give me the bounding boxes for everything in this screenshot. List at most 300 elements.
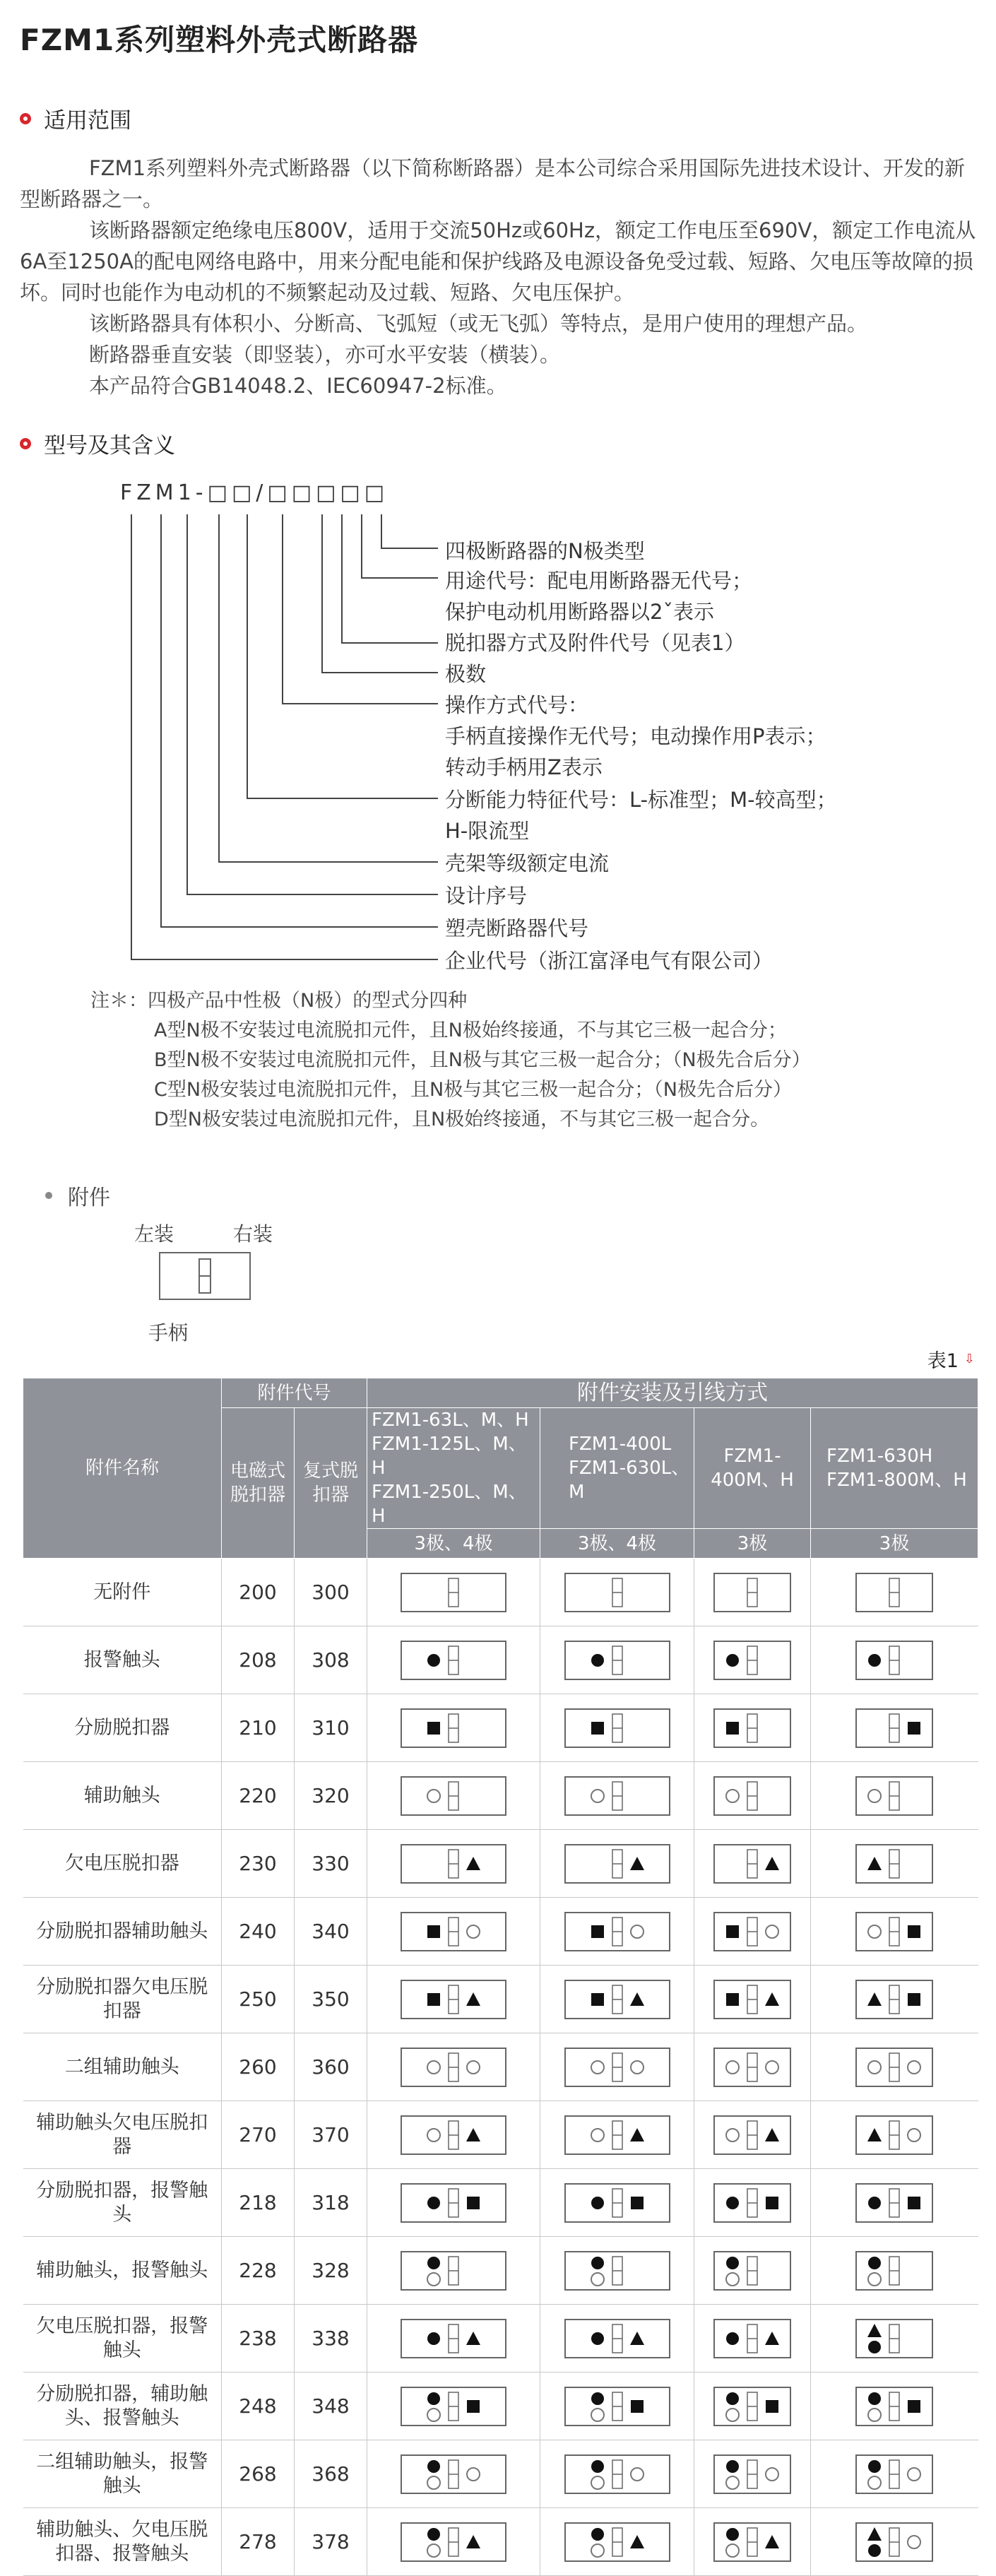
breaker-symbol xyxy=(401,2454,506,2494)
install-diagram-cell xyxy=(811,1898,978,1966)
install-diagram-cell xyxy=(367,1966,540,2033)
breaker-symbol xyxy=(564,2319,670,2358)
accessory-name: 无附件 xyxy=(23,1559,222,1626)
model-label: 脱扣器方式及附件代号（见表1） xyxy=(445,631,745,655)
table-row xyxy=(23,1898,978,1966)
install-diagram-cell xyxy=(367,2237,540,2305)
table-number xyxy=(927,1345,975,1373)
install-diagram-cell xyxy=(811,2305,978,2373)
code-comp: 370 xyxy=(295,2101,367,2169)
breaker-symbol xyxy=(855,1844,933,1884)
section-scope-heading xyxy=(20,102,131,134)
alarm-contact-icon xyxy=(427,2392,440,2405)
install-diagram-cell xyxy=(694,2373,811,2440)
code-comp: 348 xyxy=(295,2373,367,2440)
model-label: 保护电动机用断路器以2ˇ表示 xyxy=(445,600,714,624)
table-row xyxy=(23,2373,978,2440)
aux-contact-icon xyxy=(631,2061,644,2074)
install-diagram-cell xyxy=(811,2033,978,2101)
shunt-release-icon xyxy=(726,1993,739,2006)
accessory-left-label: 左装 xyxy=(134,1222,174,1246)
scope-line: FZM1系列塑料外壳式断路器（以下简称断路器）是本公司综合采用国际先进技术设计、开发的新型断路器之一。 xyxy=(20,156,966,211)
breaker-symbol xyxy=(564,1641,670,1680)
table-row xyxy=(23,1762,978,1830)
install-diagram-cell xyxy=(694,1898,811,1966)
code-comp: 318 xyxy=(295,2169,367,2237)
breaker-symbol xyxy=(855,2251,933,2291)
accessory-name: 辅助触头、欠电压脱扣器、报警触头 xyxy=(23,2508,222,2576)
section-model-heading xyxy=(20,427,175,459)
install-diagram-cell xyxy=(694,2305,811,2373)
install-diagram-cell xyxy=(694,1626,811,1694)
table-row xyxy=(23,2305,978,2373)
breaker-symbol xyxy=(401,1776,506,1816)
breaker-symbol xyxy=(564,2454,670,2494)
accessory-right-label: 右装 xyxy=(233,1222,273,1246)
accessory-name: 分励脱扣器 xyxy=(23,1694,222,1762)
install-diagram-cell xyxy=(694,2169,811,2237)
breaker-symbol xyxy=(855,1980,933,2019)
install-diagram-cell xyxy=(811,1694,978,1762)
install-diagram-cell xyxy=(694,1830,811,1898)
install-diagram-cell xyxy=(540,1626,694,1694)
code-em: 210 xyxy=(222,1694,295,1762)
install-diagram-cell xyxy=(811,1830,978,1898)
header-poles: 3极、4极 xyxy=(540,1529,694,1559)
breaker-symbol xyxy=(855,1776,933,1816)
breaker-symbol xyxy=(855,2319,933,2358)
breaker-symbol xyxy=(713,2251,791,2291)
section-scope-title: 适用范围 xyxy=(44,108,131,134)
accessory-name: 辅助触头欠电压脱扣器 xyxy=(23,2101,222,2169)
table-row xyxy=(23,1694,978,1762)
aux-contact-icon xyxy=(726,2476,739,2489)
header-model-4 xyxy=(811,1408,978,1529)
aux-contact-icon xyxy=(766,2061,778,2074)
aux-contact-icon xyxy=(868,2476,881,2489)
breaker-symbol xyxy=(564,2183,670,2223)
header-model-line: FZM1-630H xyxy=(826,1446,933,1467)
accessory-name: 二组辅助触头 xyxy=(23,2033,222,2101)
install-diagram-cell xyxy=(367,2033,540,2101)
table-row xyxy=(23,2440,978,2508)
breaker-symbol xyxy=(713,2454,791,2494)
scope-text xyxy=(20,153,980,401)
aux-contact-icon xyxy=(467,2061,480,2074)
aux-contact-icon xyxy=(908,2468,920,2481)
header-model-line: FZM1-400L xyxy=(569,1434,672,1455)
install-diagram-cell xyxy=(367,2373,540,2440)
breaker-symbol xyxy=(855,2115,933,2155)
shunt-release-icon xyxy=(591,1925,604,1938)
alarm-contact-icon xyxy=(591,2460,604,2473)
breaker-symbol xyxy=(713,2183,791,2223)
breaker-symbol xyxy=(401,1980,506,2019)
install-diagram-cell xyxy=(367,2508,540,2576)
aux-contact-icon xyxy=(868,1790,881,1802)
accessory-name: 二组辅助触头，报警触头 xyxy=(23,2440,222,2508)
accessory-handle-label: 手柄 xyxy=(148,1321,189,1345)
table-row xyxy=(23,1966,978,2033)
accessory-heading xyxy=(45,1180,110,1211)
aux-contact-icon xyxy=(631,1925,644,1938)
note-line: A型N极不安装过电流脱扣元件，且N极始终接通，不与其它三极一起合分； xyxy=(154,1020,787,1041)
breaker-symbol xyxy=(401,2522,506,2562)
breaker-symbol xyxy=(564,2115,670,2155)
breaker-symbol xyxy=(401,2115,506,2155)
code-comp: 340 xyxy=(295,1898,367,1966)
install-diagram-cell xyxy=(540,2305,694,2373)
shunt-release-icon xyxy=(591,1993,604,2006)
note-line: C型N极安装过电流脱扣元件，且N极与其它三极一起合分；（N极先合后分） xyxy=(154,1079,792,1101)
accessory-name: 欠电压脱扣器，报警触头 xyxy=(23,2305,222,2373)
shunt-release-icon xyxy=(766,2197,778,2209)
aux-contact-icon xyxy=(868,2273,881,2286)
breaker-symbol xyxy=(401,2251,506,2291)
breaker-symbol xyxy=(713,1912,791,1951)
aux-contact-icon xyxy=(467,2468,480,2481)
alarm-contact-icon xyxy=(591,2257,604,2269)
breaker-symbol xyxy=(401,1844,506,1884)
install-diagram-cell xyxy=(694,2508,811,2576)
install-diagram-cell xyxy=(540,1898,694,1966)
breaker-symbol xyxy=(401,2387,506,2426)
breaker-symbol xyxy=(855,1708,933,1748)
table-number-label: 表1 xyxy=(927,1350,959,1372)
breaker-symbol xyxy=(713,1980,791,2019)
header-model-line: FZM1-400M、H xyxy=(711,1446,794,1491)
breaker-symbol xyxy=(713,1573,791,1612)
install-diagram-cell xyxy=(367,2440,540,2508)
breaker-symbol xyxy=(713,2522,791,2562)
install-diagram-cell xyxy=(367,2101,540,2169)
breaker-symbol xyxy=(564,2387,670,2426)
alarm-contact-icon xyxy=(427,2257,440,2269)
alarm-contact-icon xyxy=(726,2460,739,2473)
install-diagram-cell xyxy=(694,2440,811,2508)
model-label: 极数 xyxy=(445,662,487,686)
aux-contact-icon xyxy=(908,2061,920,2074)
model-label: 塑壳断路器代号 xyxy=(445,916,589,940)
breaker-symbol xyxy=(855,1573,933,1612)
aux-contact-icon xyxy=(868,2409,881,2421)
breaker-symbol xyxy=(564,1776,670,1816)
breaker-symbol xyxy=(564,1844,670,1884)
install-diagram-cell xyxy=(540,2508,694,2576)
code-em: 250 xyxy=(222,1966,295,2033)
header-model-line: FZM1-63L、M、H xyxy=(372,1410,529,1431)
shunt-release-icon xyxy=(631,2197,644,2209)
accessory-name: 报警触头 xyxy=(23,1626,222,1694)
breaker-symbol xyxy=(713,2115,791,2155)
note-line: 注＊：四极产品中性极（N极）的型式分四种 xyxy=(90,990,468,1012)
breaker-symbol xyxy=(713,2048,791,2087)
aux-contact-icon xyxy=(427,2409,440,2421)
model-label: 分断能力特征代号：L-标准型；M-较高型； xyxy=(445,788,837,812)
header-name: 附件名称 xyxy=(23,1378,222,1559)
breaker-symbol xyxy=(564,2251,670,2291)
header-model-line: FZM1-250L、M、H xyxy=(372,1482,527,1527)
accessory-name: 分励脱扣器欠电压脱扣器 xyxy=(23,1966,222,2033)
accessory-table xyxy=(23,1378,978,2576)
header-poles: 3极 xyxy=(811,1529,978,1559)
aux-contact-icon xyxy=(591,2129,604,2141)
accessory-name: 辅助触头 xyxy=(23,1762,222,1830)
header-model-line: FZM1-630L、M xyxy=(569,1458,690,1503)
shunt-release-icon xyxy=(467,2197,480,2209)
aux-contact-icon xyxy=(631,2468,644,2481)
aux-contact-icon xyxy=(427,2061,440,2074)
table-row xyxy=(23,2033,978,2101)
code-em: 238 xyxy=(222,2305,295,2373)
install-diagram-cell xyxy=(540,2101,694,2169)
install-diagram-cell xyxy=(540,1694,694,1762)
aux-contact-icon xyxy=(427,2476,440,2489)
alarm-contact-icon xyxy=(427,2528,440,2541)
install-diagram-cell xyxy=(811,2508,978,2576)
table-row xyxy=(23,1559,978,1626)
accessory-name: 分励脱扣器，辅助触头、报警触头 xyxy=(23,2373,222,2440)
accessory-name: 分励脱扣器，报警触头 xyxy=(23,2169,222,2237)
code-comp: 310 xyxy=(295,1694,367,1762)
install-diagram-cell xyxy=(540,1830,694,1898)
shunt-release-icon xyxy=(908,1993,920,2006)
aux-contact-icon xyxy=(591,2273,604,2286)
install-diagram-cell xyxy=(811,2373,978,2440)
model-label: 设计序号 xyxy=(445,884,528,908)
note-line: D型N极安装过电流脱扣元件，且N极始终接通，不与其它三极一起合分。 xyxy=(154,1109,770,1130)
code-comp: 360 xyxy=(295,2033,367,2101)
install-diagram-cell xyxy=(540,2237,694,2305)
code-em: 220 xyxy=(222,1762,295,1830)
model-label: 四极断路器的N极类型 xyxy=(445,539,645,563)
install-diagram-cell xyxy=(540,1762,694,1830)
alarm-contact-icon xyxy=(868,2197,881,2209)
aux-contact-icon xyxy=(726,2273,739,2286)
code-comp: 350 xyxy=(295,1966,367,2033)
table-row xyxy=(23,1830,978,1898)
install-diagram-cell xyxy=(811,2169,978,2237)
code-em: 270 xyxy=(222,2101,295,2169)
alarm-contact-icon xyxy=(726,2392,739,2405)
aux-contact-icon xyxy=(591,1790,604,1802)
code-em: 208 xyxy=(222,1626,295,1694)
install-diagram-cell xyxy=(811,1626,978,1694)
aux-contact-icon xyxy=(467,1925,480,1938)
accessory-name: 辅助触头，报警触头 xyxy=(23,2237,222,2305)
aux-contact-icon xyxy=(766,2468,778,2481)
breaker-symbol xyxy=(855,2454,933,2494)
code-comp: 368 xyxy=(295,2440,367,2508)
header-code-group: 附件代号 xyxy=(222,1378,367,1408)
install-diagram-cell xyxy=(811,2440,978,2508)
aux-contact-icon xyxy=(726,2409,739,2421)
breaker-symbol xyxy=(713,2387,791,2426)
alarm-contact-icon xyxy=(868,2460,881,2473)
breaker-symbol xyxy=(401,2183,506,2223)
breaker-symbol xyxy=(564,1573,670,1612)
aux-contact-icon xyxy=(427,2273,440,2286)
code-em: 260 xyxy=(222,2033,295,2101)
breaker-symbol xyxy=(401,1912,506,1951)
shunt-release-icon xyxy=(726,1925,739,1938)
install-diagram-cell xyxy=(694,2237,811,2305)
aux-contact-icon xyxy=(591,2061,604,2074)
install-diagram-cell xyxy=(694,2101,811,2169)
alarm-contact-icon xyxy=(427,2460,440,2473)
aux-contact-icon xyxy=(868,1925,881,1938)
breaker-symbol xyxy=(401,2048,506,2087)
table-row xyxy=(23,2169,978,2237)
install-diagram-cell xyxy=(540,2440,694,2508)
model-label: 企业代号（浙江富泽电气有限公司） xyxy=(445,949,773,973)
aux-contact-icon xyxy=(908,2129,920,2141)
breaker-symbol xyxy=(855,1641,933,1680)
accessory-name: 欠电压脱扣器 xyxy=(23,1830,222,1898)
scope-line: 该断路器额定绝缘电压800V，适用于交流50Hz或60Hz，额定工作电压至690V，额定工作电流从6A至1250A的配电网络电路中，用来分配电能和保护线路及电源设备免受过载、短路、欠电压等故障的损坏。同时也能作为电动机的不频繁起动及过载、短路、欠电压保护。 xyxy=(20,218,976,305)
breaker-symbol xyxy=(855,2183,933,2223)
breaker-symbol xyxy=(855,2048,933,2087)
alarm-contact-icon xyxy=(591,2332,604,2345)
model-label: 用途代号：配电用断路器无代号； xyxy=(445,569,753,593)
scope-line: 本产品符合GB14048.2、IEC60947-2标准。 xyxy=(89,374,507,398)
code-comp: 330 xyxy=(295,1830,367,1898)
shunt-release-icon xyxy=(427,1925,440,1938)
breaker-symbol xyxy=(564,2522,670,2562)
shunt-release-icon xyxy=(726,1722,739,1735)
accessory-breaker-diagram xyxy=(159,1252,251,1300)
download-icon: ⇩ xyxy=(964,1352,975,1366)
shunt-release-icon xyxy=(908,2400,920,2413)
aux-contact-icon xyxy=(726,2544,739,2557)
install-diagram-cell xyxy=(694,1762,811,1830)
code-comp: 300 xyxy=(295,1559,367,1626)
aux-contact-icon xyxy=(726,1790,739,1802)
alarm-contact-icon xyxy=(868,2392,881,2405)
model-label: 转动手柄用Z表示 xyxy=(445,755,603,779)
scope-line: 该断路器具有体积小、分断高、飞弧短（或无飞弧）等特点，是用户使用的理想产品。 xyxy=(89,312,868,336)
shunt-release-icon xyxy=(467,2400,480,2413)
code-comp: 338 xyxy=(295,2305,367,2373)
shunt-release-icon xyxy=(591,1722,604,1735)
shunt-release-icon xyxy=(631,2400,644,2413)
code-em: 230 xyxy=(222,1830,295,1898)
install-diagram-cell xyxy=(811,1762,978,1830)
alarm-contact-icon xyxy=(591,2197,604,2209)
header-poles: 3极 xyxy=(694,1529,811,1559)
red-bullet-icon xyxy=(20,438,31,449)
header-model-line: FZM1-125L、M、H xyxy=(372,1434,527,1479)
shunt-release-icon xyxy=(908,2197,920,2209)
model-label: 手柄直接操作无代号；电动操作用P表示； xyxy=(445,724,826,748)
aux-contact-icon xyxy=(726,2129,739,2141)
shunt-release-icon xyxy=(427,1993,440,2006)
shunt-release-icon xyxy=(766,2400,778,2413)
scope-line: 断路器垂直安装（即竖装），亦可水平安装（横装）。 xyxy=(89,343,561,367)
aux-contact-icon xyxy=(868,2061,881,2074)
breaker-symbol xyxy=(713,1708,791,1748)
alarm-contact-icon xyxy=(427,2332,440,2345)
install-diagram-cell xyxy=(540,1559,694,1626)
breaker-symbol xyxy=(713,1844,791,1884)
model-label: H-限流型 xyxy=(445,819,530,843)
install-diagram-cell xyxy=(811,1559,978,1626)
alarm-contact-icon xyxy=(591,2528,604,2541)
install-diagram-cell xyxy=(367,1898,540,1966)
install-diagram-cell xyxy=(367,1694,540,1762)
header-install-group: 附件安装及引线方式 xyxy=(367,1378,978,1408)
alarm-contact-icon xyxy=(726,2332,739,2345)
breaker-symbol xyxy=(564,1708,670,1748)
alarm-contact-icon xyxy=(868,2544,881,2557)
table-row xyxy=(23,1626,978,1694)
accessory-title: 附件 xyxy=(68,1186,110,1210)
code-em: 228 xyxy=(222,2237,295,2305)
shunt-release-icon xyxy=(908,1925,920,1938)
aux-contact-icon xyxy=(427,2129,440,2141)
model-code: FZM1-□□/□□□□□ xyxy=(120,480,389,505)
install-diagram-cell xyxy=(540,2033,694,2101)
install-diagram-cell xyxy=(540,1966,694,2033)
aux-contact-icon xyxy=(766,1925,778,1938)
note-line: B型N极不安装过电流脱扣元件，且N极与其它三极一起合分；（N极先合后分） xyxy=(154,1049,811,1071)
code-em: 278 xyxy=(222,2508,295,2576)
aux-contact-icon xyxy=(726,2061,739,2074)
aux-contact-icon xyxy=(591,2409,604,2421)
breaker-symbol xyxy=(855,2522,933,2562)
breaker-symbol xyxy=(564,2048,670,2087)
install-diagram-cell xyxy=(811,1966,978,2033)
install-diagram-cell xyxy=(367,1559,540,1626)
breaker-symbol xyxy=(401,1573,506,1612)
shunt-release-icon xyxy=(427,1722,440,1735)
breaker-symbol xyxy=(713,1641,791,1680)
install-diagram-cell xyxy=(540,2169,694,2237)
breaker-symbol xyxy=(855,1912,933,1951)
breaker-symbol xyxy=(401,1708,506,1748)
breaker-symbol xyxy=(564,1980,670,2019)
header-model-1 xyxy=(367,1408,540,1529)
code-comp: 308 xyxy=(295,1626,367,1694)
install-diagram-cell xyxy=(811,2237,978,2305)
header-model-3 xyxy=(694,1408,811,1529)
breaker-symbol xyxy=(713,2319,791,2358)
shunt-release-icon xyxy=(908,1722,920,1735)
install-diagram-cell xyxy=(367,1830,540,1898)
code-em: 240 xyxy=(222,1898,295,1966)
install-diagram-cell xyxy=(811,2101,978,2169)
model-diagram xyxy=(120,480,968,989)
table-row xyxy=(23,2508,978,2576)
breaker-symbol xyxy=(401,2319,506,2358)
code-em: 248 xyxy=(222,2373,295,2440)
aux-contact-icon xyxy=(591,2476,604,2489)
install-diagram-cell xyxy=(694,1559,811,1626)
breaker-symbol xyxy=(401,1641,506,1680)
alarm-contact-icon xyxy=(726,1654,739,1667)
model-label: 壳架等级额定电流 xyxy=(445,851,610,875)
code-em: 268 xyxy=(222,2440,295,2508)
aux-contact-icon xyxy=(427,1790,440,1802)
install-diagram-cell xyxy=(367,1762,540,1830)
page-title: FZM1系列塑料外壳式断路器 xyxy=(20,23,419,57)
red-bullet-icon xyxy=(20,113,31,124)
table-row xyxy=(23,2101,978,2169)
alarm-contact-icon xyxy=(591,2392,604,2405)
model-note xyxy=(90,986,811,1135)
breaker-symbol xyxy=(855,2387,933,2426)
install-diagram-cell xyxy=(367,1626,540,1694)
